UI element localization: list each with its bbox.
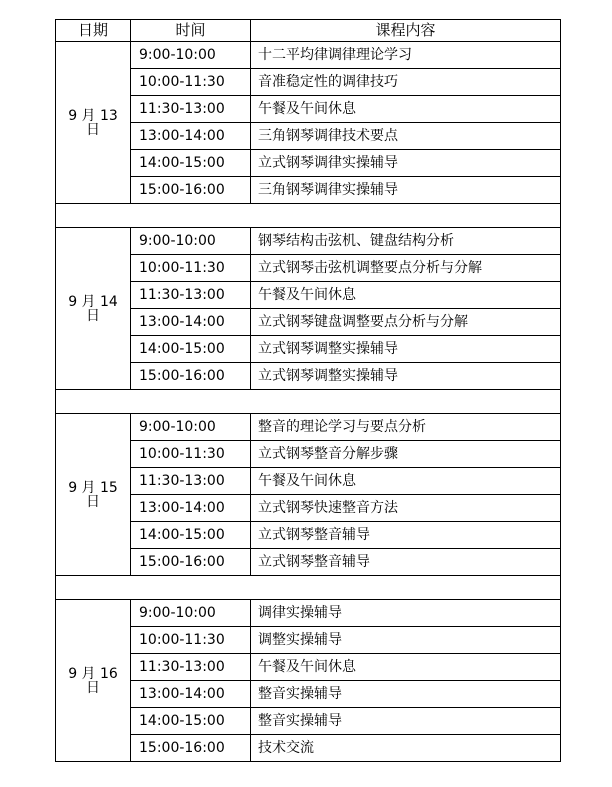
time-cell: 14:00-15:00 (131, 150, 251, 177)
schedule-row (56, 495, 561, 522)
schedule-row (56, 309, 561, 336)
time-cell: 10:00-11:30 (131, 69, 251, 96)
course-cell: 立式钢琴键盘调整要点分析与分解 (251, 309, 561, 336)
course-column-header: 课程内容 (251, 20, 561, 42)
time-cell: 9:00-10:00 (131, 42, 251, 69)
course-cell: 午餐及午间休息 (251, 282, 561, 309)
date-label-suffix: 日 (86, 121, 100, 138)
date-label-suffix: 日 (86, 493, 100, 510)
course-cell: 十二平均律调律理论学习 (251, 42, 561, 69)
schedule-row (56, 681, 561, 708)
time-cell: 14:00-15:00 (131, 336, 251, 363)
schedule-row (56, 600, 561, 627)
schedule-row (56, 42, 561, 69)
schedule-row (56, 96, 561, 123)
time-cell: 15:00-16:00 (131, 177, 251, 204)
time-cell: 13:00-14:00 (131, 123, 251, 150)
time-cell: 9:00-10:00 (131, 414, 251, 441)
time-cell: 10:00-11:30 (131, 441, 251, 468)
time-cell: 9:00-10:00 (131, 600, 251, 627)
header-row (56, 20, 561, 42)
date-column-header: 日期 (56, 20, 131, 42)
schedule-row (56, 150, 561, 177)
time-cell: 13:00-14:00 (131, 681, 251, 708)
date-label: 9 月 15 (68, 479, 118, 496)
date-label-suffix: 日 (86, 307, 100, 324)
course-cell: 立式钢琴整音辅导 (251, 549, 561, 576)
time-cell: 11:30-13:00 (131, 468, 251, 495)
time-cell: 15:00-16:00 (131, 549, 251, 576)
course-cell: 调律实操辅导 (251, 600, 561, 627)
schedule-row (56, 654, 561, 681)
spacer-cell (56, 576, 561, 600)
spacer-cell (56, 204, 561, 228)
spacer-row (56, 576, 561, 600)
schedule-row (56, 282, 561, 309)
course-cell: 立式钢琴击弦机调整要点分析与分解 (251, 255, 561, 282)
course-cell: 立式钢琴整音分解步骤 (251, 441, 561, 468)
course-cell: 钢琴结构击弦机、键盘结构分析 (251, 228, 561, 255)
schedule-row (56, 255, 561, 282)
schedule-row (56, 69, 561, 96)
course-cell: 立式钢琴调整实操辅导 (251, 363, 561, 390)
course-cell: 三角钢琴调律实操辅导 (251, 177, 561, 204)
time-cell: 11:30-13:00 (131, 654, 251, 681)
schedule-row (56, 549, 561, 576)
course-cell: 技术交流 (251, 735, 561, 762)
schedule-row (56, 468, 561, 495)
course-cell: 整音实操辅导 (251, 681, 561, 708)
date-label: 9 月 16 (68, 665, 118, 682)
course-cell: 立式钢琴调整实操辅导 (251, 336, 561, 363)
date-cell (56, 42, 131, 204)
time-cell: 9:00-10:00 (131, 228, 251, 255)
spacer-row (56, 390, 561, 414)
schedule-row (56, 627, 561, 654)
schedule-row (56, 177, 561, 204)
schedule-row (56, 522, 561, 549)
course-cell: 立式钢琴快速整音方法 (251, 495, 561, 522)
course-cell: 三角钢琴调律技术要点 (251, 123, 561, 150)
time-column-header: 时间 (131, 20, 251, 42)
time-cell: 10:00-11:30 (131, 255, 251, 282)
course-cell: 调整实操辅导 (251, 627, 561, 654)
course-cell: 午餐及午间休息 (251, 654, 561, 681)
spacer-cell (56, 390, 561, 414)
schedule-body (56, 42, 561, 762)
course-cell: 立式钢琴整音辅导 (251, 522, 561, 549)
schedule-row (56, 414, 561, 441)
time-cell: 14:00-15:00 (131, 708, 251, 735)
schedule-row (56, 708, 561, 735)
schedule-row (56, 123, 561, 150)
time-cell: 11:30-13:00 (131, 96, 251, 123)
time-cell: 14:00-15:00 (131, 522, 251, 549)
schedule-row (56, 228, 561, 255)
time-cell: 15:00-16:00 (131, 735, 251, 762)
time-cell: 11:30-13:00 (131, 282, 251, 309)
course-cell: 立式钢琴调律实操辅导 (251, 150, 561, 177)
time-cell: 13:00-14:00 (131, 309, 251, 336)
date-cell (56, 600, 131, 762)
course-cell: 整音实操辅导 (251, 708, 561, 735)
course-cell: 午餐及午间休息 (251, 96, 561, 123)
schedule-row (56, 735, 561, 762)
time-cell: 13:00-14:00 (131, 495, 251, 522)
date-cell (56, 414, 131, 576)
schedule-row (56, 441, 561, 468)
time-cell: 15:00-16:00 (131, 363, 251, 390)
schedule-table (55, 19, 561, 762)
spacer-row (56, 204, 561, 228)
course-cell: 音准稳定性的调律技巧 (251, 69, 561, 96)
time-cell: 10:00-11:30 (131, 627, 251, 654)
date-cell (56, 228, 131, 390)
course-cell: 整音的理论学习与要点分析 (251, 414, 561, 441)
date-label: 9 月 14 (68, 293, 118, 310)
schedule-row (56, 336, 561, 363)
course-cell: 午餐及午间休息 (251, 468, 561, 495)
date-label: 9 月 13 (68, 107, 118, 124)
date-label-suffix: 日 (86, 679, 100, 696)
schedule-row (56, 363, 561, 390)
